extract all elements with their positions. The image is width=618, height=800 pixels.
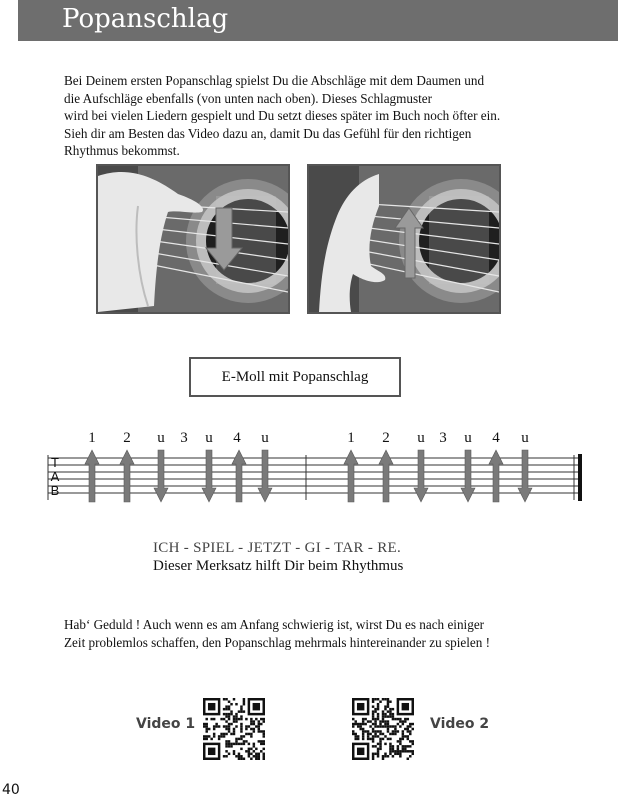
patience-line: Zeit problemlos schaffen, den Popanschlag mehrmals hintereinander zu spielen ! [64, 635, 491, 650]
count-label: u [417, 430, 425, 446]
patience-line: Hab‘ Geduld ! Auch wenn es am Anfang schwierig ist, wirst Du es nach einiger [64, 617, 485, 632]
photo-downstroke [96, 164, 290, 314]
photo-upstroke [307, 164, 501, 314]
count-label: 2 [123, 430, 131, 446]
count-label: u [157, 430, 165, 446]
count-label: u [205, 430, 213, 446]
count-label: 4 [233, 430, 241, 446]
intro-line: wird bei vielen Liedern gespielt und Du setzt dieses später im Buch noch öfter ein. [64, 108, 501, 124]
merksatz-syllables: ICH - SPIEL - JETZT - GI - TAR - RE. [153, 540, 402, 556]
strumming-tab [0, 420, 618, 510]
count-label: u [464, 430, 472, 446]
count-label: 3 [180, 430, 188, 446]
patience-paragraph [64, 616, 490, 652]
intro-line: Bei Deinem ersten Popanschlag spielst Du die Abschläge mit dem Daumen und [64, 73, 485, 88]
chord-label-box: E-Moll mit Popanschlag [189, 357, 401, 397]
count-labels [88, 430, 529, 446]
tab-clef-t: T [51, 455, 59, 470]
page-number: 40 [2, 782, 20, 798]
tab-clef-b: B [50, 483, 60, 498]
intro-line: Rhythmus bekommst. [64, 143, 180, 159]
bar-line-end-thick [578, 454, 582, 501]
count-label: 1 [347, 430, 355, 446]
count-label: 2 [382, 430, 390, 446]
intro-line: die Aufschläge ebenfalls (von unten nach oben). Dieses Schlagmuster [64, 90, 433, 106]
count-label: 4 [492, 430, 500, 446]
count-label: 1 [88, 430, 96, 446]
count-label: u [521, 430, 529, 446]
count-label: u [261, 430, 269, 446]
video-2-label: Video 2 [430, 716, 490, 732]
tab-clef-a: A [50, 469, 60, 484]
video-1-label: Video 1 [136, 716, 196, 732]
intro-line: Sieh dir am Besten das Video dazu an, damit Du das Gefühl für den richtigen [64, 125, 472, 141]
merksatz-caption: Dieser Merksatz hilft Dir beim Rhythmus [153, 558, 404, 574]
header-bar [18, 0, 618, 41]
tab-clef [51, 455, 60, 498]
page-title: Popanschlag [62, 4, 229, 34]
intro-paragraph [64, 72, 584, 160]
video-1-qr-code[interactable] [203, 698, 265, 760]
video-2-qr-code[interactable] [352, 698, 414, 760]
count-label: 3 [439, 430, 447, 446]
